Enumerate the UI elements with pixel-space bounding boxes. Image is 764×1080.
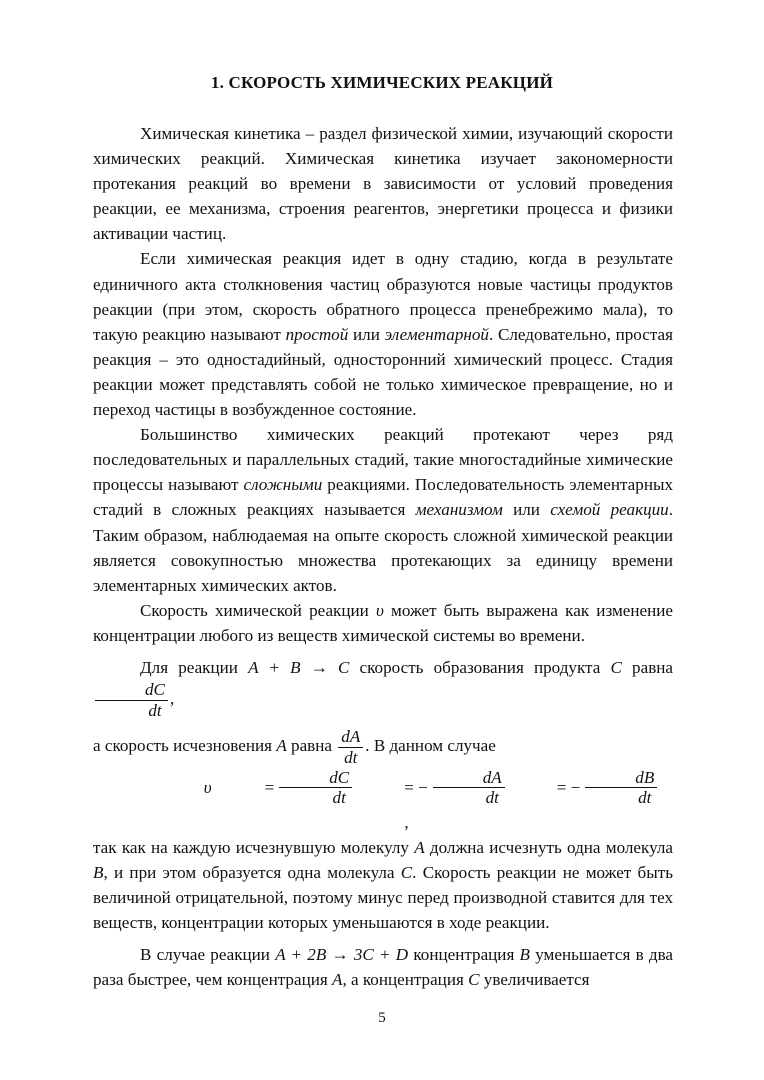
reaction-equation: A + B → C bbox=[248, 657, 350, 677]
rate-formula: υ = $\frac{dC}{dt}$ = − $\frac{dA}{dt}$ = − $\frac{dB}{dt}$ , bbox=[93, 768, 673, 835]
paragraph-product-rate: Для реакции A + B → C скорость образования продукта C равна $\frac{dC}{dt}$ , bbox=[93, 655, 673, 720]
rate-symbol: υ bbox=[375, 600, 384, 620]
formula-fraction-db: $\frac{dB}{dt}$ bbox=[585, 768, 657, 808]
page-number: 5 bbox=[378, 1010, 386, 1026]
formula-fraction-dc: $\frac{dC}{dt}$ bbox=[279, 768, 352, 808]
paragraph-simple-reaction: Если химическая реакция идет в одну стадию, когда в результате единичного акта столкновения частиц образуются новые частицы продуктов реакции (при этом, скорость обратного процесса пренебрежимо мала), то такую реакцию называют простой или элементарной. Следовательно, простая реакция – это одностадийный, односторонний химический процесс. Стадия реакции может представлять собой не только химическое превращение, но и переход частицы в возбужденное состояние. bbox=[93, 249, 673, 420]
paragraph-rate-sign: так как на каждую исчезнувшую молекулу A должна исчезнуть одна молекула B, и при этом образуется одна молекула C. Скорость реакции не может быть величиной отрицательной, поэтому минус перед производной ставится для тех веществ, концентрации которых уменьшаются в ходе реакции. bbox=[93, 837, 673, 932]
term-elementary: элементарной bbox=[384, 324, 489, 344]
fraction-da-dt: $\frac{dA}{dt}$ bbox=[338, 727, 363, 767]
paragraph-kinetics-definition: Химическая кинетика – раздел физической химии, изучающий скорости химических реакций. Химическая кинетика изучает закономерности протекания реакций во времени в зависимости от условий проведения реакции, ее механизма, строения реагентов, энергетики процесса и физики активации частиц. bbox=[93, 124, 673, 244]
paragraph-stoichiometry: В случае реакции A + 2B → 3C + D концентрация B уменьшается в два раза быстрее, чем концентрация A, а концентрация C увеличивается bbox=[93, 945, 674, 990]
term-mechanism: механизмом bbox=[415, 500, 503, 520]
paragraph-complex-reaction: Большинство химических реакций протекают через ряд последовательных и параллельных стадий, такие многостадийные химические процессы называют сложными реакциями. Последовательность элементарных стадий в сложных реакциях называется механизмом или схемой реакции. Таким образом, наблюдаемая на опыте скорость сложной химической реакции является совокупностью множества протекающих за единицу времени элементарных химических актов. bbox=[93, 425, 673, 595]
reaction-equation-2: A + 2B → 3C + D bbox=[275, 945, 409, 964]
term-reaction-scheme: схемой реакции bbox=[550, 500, 669, 520]
section-title: 1. СКОРОСТЬ ХИМИЧЕСКИХ РЕАКЦИЙ bbox=[210, 73, 554, 92]
fraction-dc-dt: $\frac{dC}{dt}$ bbox=[95, 680, 168, 720]
paragraph-reactant-rate: а скорость исчезновения A равна $\frac{dA}{dt}$ . В данном случае bbox=[93, 727, 496, 768]
formula-fraction-da: $\frac{dA}{dt}$ bbox=[433, 768, 505, 808]
term-complex: сложными bbox=[243, 475, 323, 495]
paragraph-rate-definition: Скорость химической реакции υ может быть выражена как изменение концентрации любого из веществ химической системы во времени. bbox=[93, 600, 673, 645]
term-simple: простой bbox=[285, 324, 349, 344]
body-text bbox=[93, 121, 673, 992]
